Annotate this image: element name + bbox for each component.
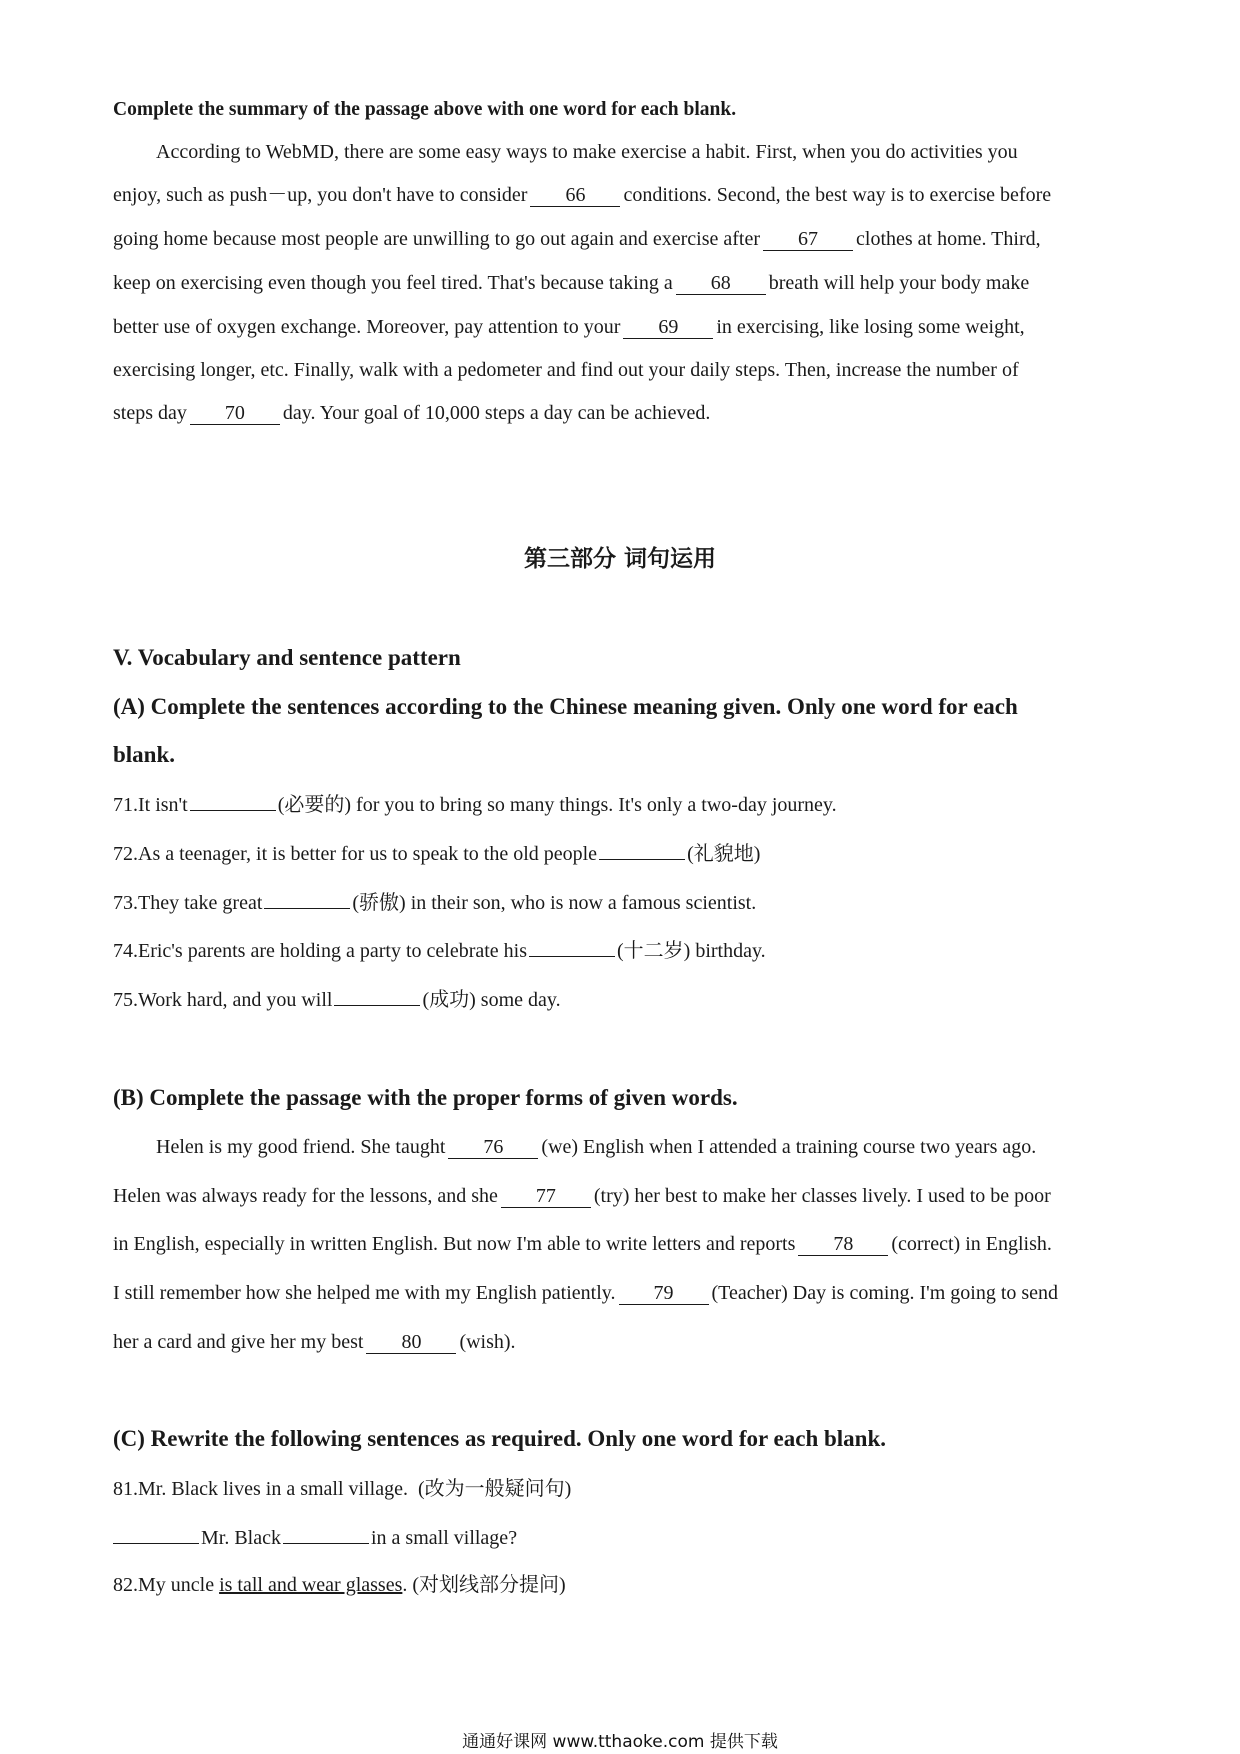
- part-three-title: 第三部分 词句运用: [523, 546, 716, 572]
- section-v-title: V. Vocabulary and sentence pattern: [113, 645, 461, 670]
- blank-80: 80: [366, 1331, 456, 1354]
- answer-blank: [599, 839, 685, 860]
- passage-b-line-5: her a card and give her my best 80 (wish).: [113, 1331, 516, 1353]
- passage-b-line-3: in English, especially in written English. But now I'm able to write letters and reports 78 (correct) in English.: [113, 1233, 1052, 1255]
- blank-67: 67: [763, 228, 853, 251]
- underlined-phrase: is tall and wear glasses: [219, 1574, 403, 1596]
- passage-b-line-1: Helen is my good friend. She taught 76 (we) English when I attended a training course two years ago.: [156, 1136, 1037, 1158]
- answer-blank: [334, 985, 420, 1006]
- summary-line-1: According to WebMD, there are some easy ways to make exercise a habit. First, when you do activities you: [156, 141, 1018, 163]
- blank-69: 69: [623, 316, 713, 339]
- answer-blank: [264, 888, 350, 909]
- summary-line-6: exercising longer, etc. Finally, walk with a pedometer and find out your daily steps. Then, increase the number of: [113, 359, 1019, 381]
- section-a-title-1: (A) Complete the sentences according to the Chinese meaning given. Only one word for each: [113, 694, 1018, 719]
- question-82: 82.My uncle is tall and wear glasses. (对划线部分提问): [113, 1574, 566, 1596]
- passage-b-line-4: I still remember how she helped me with my English patiently. 79 (Teacher) Day is coming. I'm going to send: [113, 1282, 1059, 1304]
- summary-line-4: keep on exercising even though you feel tired. That's because taking a 68 breath will help your body make: [113, 272, 1030, 294]
- passage-b-line-2: Helen was always ready for the lessons, and she 77 (try) her best to make her classes lively. I used to be poor: [113, 1185, 1051, 1207]
- answer-blank: [529, 936, 615, 957]
- blank-79: 79: [619, 1282, 709, 1305]
- blank-70: 70: [190, 402, 280, 425]
- blank-76: 76: [448, 1136, 538, 1159]
- question-73: 73.They take great (骄傲) in their son, who is now a famous scientist.: [113, 888, 756, 917]
- blank-78: 78: [798, 1233, 888, 1256]
- summary-instruction: Complete the summary of the passage above with one word for each blank.: [113, 99, 737, 120]
- answer-blank: [190, 790, 276, 811]
- question-71: 71.It isn't (必要的) for you to bring so many things. It's only a two-day journey.: [113, 790, 837, 819]
- section-a-title-2: blank.: [113, 742, 176, 767]
- page-footer: 通通好课网 www.tthaoke.com 提供下载: [462, 1732, 778, 1752]
- question-74: 74.Eric's parents are holding a party to celebrate his (十二岁) birthday.: [113, 936, 766, 965]
- summary-line-3: going home because most people are unwilling to go out again and exercise after 67 clothes at home. Third,: [113, 228, 1041, 250]
- blank-77: 77: [501, 1185, 591, 1208]
- question-81: 81.Mr. Black lives in a small village. (改为一般疑问句): [113, 1478, 572, 1500]
- answer-blank: [283, 1523, 369, 1544]
- question-75: 75.Work hard, and you will (成功) some day.: [113, 985, 561, 1014]
- blank-66: 66: [530, 184, 620, 207]
- question-72: 72.As a teenager, it is better for us to speak to the old people (礼貌地): [113, 839, 760, 868]
- summary-line-5: better use of oxygen exchange. Moreover, pay attention to your 69 in exercising, like losing some weight,: [113, 316, 1025, 338]
- answer-blank: [113, 1523, 199, 1544]
- question-81-answer: Mr. Black in a small village?: [113, 1523, 517, 1552]
- blank-68: 68: [676, 272, 766, 295]
- summary-line-7: steps day 70 day. Your goal of 10,000 steps a day can be achieved.: [113, 402, 711, 424]
- section-c-title: (C) Rewrite the following sentences as required. Only one word for each blank.: [113, 1426, 887, 1451]
- section-b-title: (B) Complete the passage with the proper forms of given words.: [113, 1085, 738, 1110]
- summary-line-2: enjoy, such as push－up, you don't have to consider 66 conditions. Second, the best way is to exercise before: [113, 184, 1052, 206]
